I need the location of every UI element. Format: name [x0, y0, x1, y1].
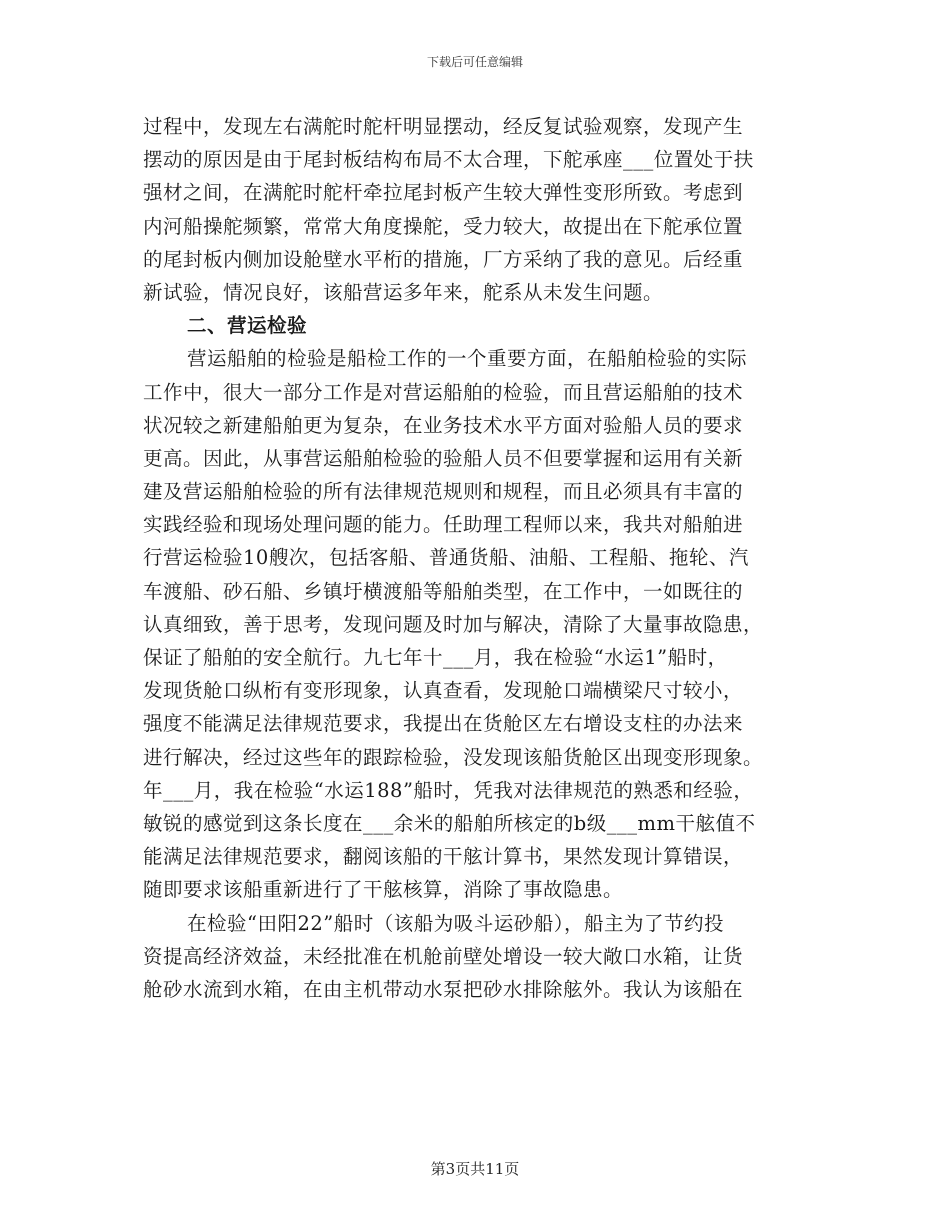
text-line: 建及营运船舶检验的所有法律规范规则和规程，而且必须具有丰富的: [143, 480, 744, 504]
text-line: 保证了船舶的安全航行。九七年十___月，我在检验“水运1”船时，: [143, 646, 728, 669]
text-line: 敏锐的感觉到这条长度在___余米的船舶所核定的b级___mm干舷值不: [143, 811, 756, 835]
text-line: 状况较之新建船舶更为复杂，在业务技术水平方面对验船人员的要求: [143, 413, 744, 437]
document-body: [143, 110, 813, 1006]
text-line: 内河船操舵频繁，常常大角度操舵，受力较大，故提出在下舵承位置: [143, 214, 744, 238]
text-line: 年___月，我在检验“水运188”船时，凭我对法律规范的熟悉和经验，: [143, 778, 754, 802]
text-line: 更高。因此，从事营运船舶检验的验船人员不但要掌握和运用有关新: [143, 446, 744, 470]
text-line: 的尾封板内侧加设舱壁水平桁的措施，厂方采纳了我的意见。后经重: [143, 247, 744, 271]
section-heading: 二、营运检验: [187, 314, 308, 338]
text-line: 新试验，情况良好，该船营运多年来，舵系从未发生问题。: [143, 280, 664, 304]
text-line: 工作中，很大一部分工作是对营运船舶的检验，而且营运船舶的技术: [143, 380, 744, 404]
text-line: 资提高经济效益，未经批准在机舱前壁处增设一较大敞口水箱，让货: [143, 944, 744, 968]
text-line: 舱砂水流到水箱，在由主机带动水泵把砂水排除舷外。我认为该船在: [143, 977, 744, 1001]
text-line: 过程中，发现左右满舵时舵杆明显摆动，经反复试验观察，发现产生: [143, 115, 744, 138]
text-line: 认真细致，善于思考，发现问题及时加与解决，清除了大量事故隐患，: [143, 612, 764, 636]
text-line: 在检验“田阳22”船时（该船为吸斗运砂船），船主为了节约投: [187, 911, 725, 935]
text-line: 随即要求该船重新进行了干舷核算，消除了事故隐患。: [143, 878, 624, 902]
text-line: 强度不能满足法律规范要求，我提出在货舱区左右增设支柱的办法来: [143, 712, 744, 736]
text-line: 摆动的原因是由于尾封板结构布局不太合理，下舵承座___位置处于扶: [143, 148, 754, 172]
text-line: 强材之间，在满舵时舵杆牵拉尾封板产生较大弹性变形所致。考虑到: [143, 181, 744, 205]
text-line: 能满足法律规范要求，翻阅该船的干舷计算书，果然发现计算错误，: [143, 845, 744, 869]
text-line: 进行解决，经过这些年的跟踪检验，没发现该船货舱区出现变形现象。: [143, 745, 764, 769]
page-header: 下载后可任意编辑: [426, 55, 523, 69]
text-line: 实践经验和现场处理问题的能力。任助理工程师以来，我共对船舶进: [143, 513, 744, 537]
text-line: 发现货舱口纵桁有变形现象，认真查看，发现舱口端横梁尺寸较小，: [143, 679, 744, 703]
page-footer: 第3页共11页: [430, 1160, 520, 1178]
text-line: 营运船舶的检验是船检工作的一个重要方面，在船舶检验的实际: [187, 347, 748, 371]
text-line: 车渡船、砂石船、乡镇圩横渡船等船舶类型，在工作中，一如既往的: [143, 579, 744, 603]
text-line: 行营运检验10艘次，包括客船、普通货船、油船、工程船、拖轮、汽: [143, 546, 749, 570]
